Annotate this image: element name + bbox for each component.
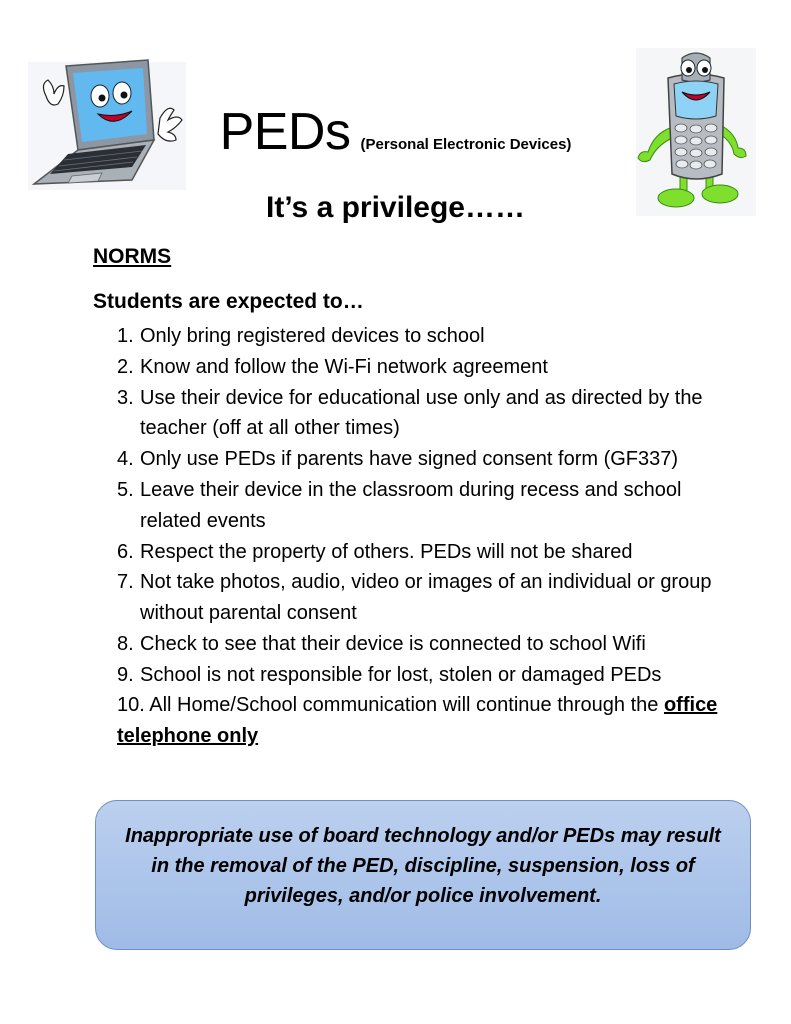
list-item: [117, 352, 727, 383]
item-text: Respect the property of others. PEDs will not be shared: [140, 540, 633, 563]
item-10-text: 10. All Home/School communication will continue through the: [117, 694, 664, 716]
item-number: 2.: [117, 355, 134, 378]
item-number: 4.: [117, 448, 134, 471]
item-number: 5.: [117, 478, 134, 501]
list-item: [117, 321, 727, 352]
list-item: [117, 383, 727, 445]
norms-list: [117, 321, 727, 691]
item-10-emphasis: office telephone only: [117, 694, 718, 747]
item-text: Use their device for educational use only and as directed by the teacher (off at all other times): [140, 386, 703, 440]
page-title: [0, 102, 791, 162]
warning-notice-box: [95, 800, 751, 950]
list-item: [117, 660, 727, 691]
title-note: (Personal Electronic Devices): [360, 136, 572, 153]
item-text: Know and follow the Wi-Fi network agreement: [140, 355, 548, 378]
item-number: 1.: [117, 325, 134, 347]
item-number: 3.: [117, 386, 134, 409]
item-number: 8.: [117, 632, 134, 655]
item-number: 9.: [117, 663, 134, 686]
list-item: [117, 629, 727, 660]
intro-heading: Students are expected to…: [93, 290, 364, 313]
item-text: Only bring registered devices to school: [140, 325, 485, 347]
item-text: Leave their device in the classroom during recess and school related events: [140, 478, 682, 532]
item-number: 7.: [117, 571, 134, 594]
list-item: [117, 537, 727, 568]
warning-notice-text: Inappropriate use of board technology and/or PEDs may result in the removal of the PED, discipline, suspension, loss of privileges, and/or police involvement.: [125, 825, 721, 907]
list-item-10: [117, 690, 727, 752]
list-item: [117, 567, 727, 629]
list-item: [117, 475, 727, 537]
item-text: Check to see that their device is connected to school Wifi: [140, 632, 646, 655]
subtitle: It’s a privilege……: [266, 191, 525, 224]
list-item: [117, 444, 727, 475]
item-text: Not take photos, audio, video or images of an individual or group without parental consent: [140, 571, 712, 625]
norms-heading: NORMS: [93, 245, 172, 268]
item-text: School is not responsible for lost, stolen or damaged PEDs: [140, 663, 662, 686]
item-text: Only use PEDs if parents have signed consent form (GF337): [140, 448, 679, 471]
item-number: 6.: [117, 540, 134, 563]
title-main: PEDs: [219, 103, 351, 161]
